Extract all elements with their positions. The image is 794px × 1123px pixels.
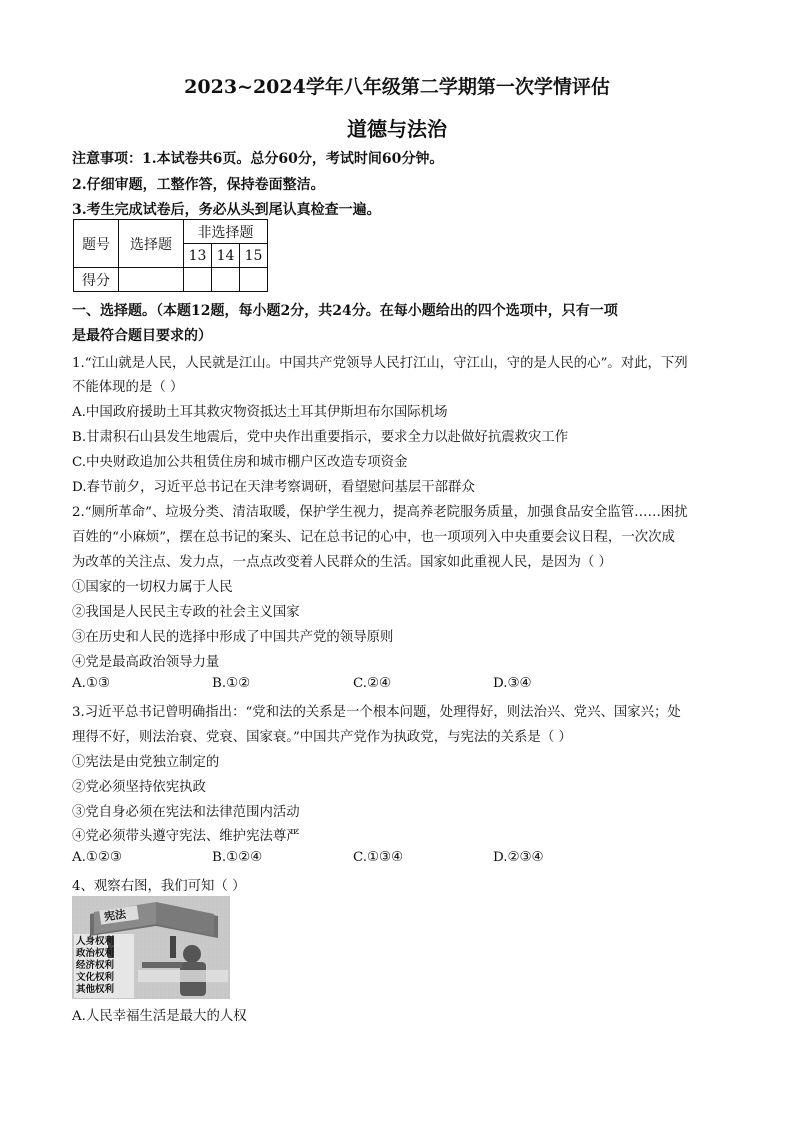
q3-statement-4: ④党必须带头遵守宪法、维护宪法尊严 <box>72 829 300 844</box>
score-table-number: 15 <box>240 244 268 268</box>
q1-option-c: C.中央财政追加公共租赁住房和城市棚户区改造专项资金 <box>72 455 408 470</box>
q2-choice-c: C.②④ <box>353 676 392 691</box>
q4-stem: 4、观察右图，我们可知（ ） <box>72 879 246 894</box>
q3-choice-a: A.①②③ <box>72 850 122 865</box>
q2-statement-3: ③在历史和人民的选择中形成了中国共产党的领导原则 <box>72 630 394 645</box>
q1-option-b: B.甘肃积石山县发生地震后，党中央作出重要指示，要求全力以赴做好抗震救灾工作 <box>72 430 569 445</box>
q4-figure-right: 政治权利 <box>76 948 115 959</box>
q4-figure-right: 经济权利 <box>76 960 115 971</box>
score-table <box>73 219 268 292</box>
q3-stem-line2: 理得不好，则法治衰、党衰、国家衰。”中国共产党作为执政党，与宪法的关系是（ ） <box>72 730 572 745</box>
score-cell-15 <box>240 268 268 292</box>
q3-statement-2: ②党必须坚持依宪执政 <box>72 780 206 795</box>
q3-statement-3: ③党自身必须在宪法和法律范围内活动 <box>72 805 300 820</box>
score-cell-14 <box>212 268 240 292</box>
q2-statement-1: ①国家的一切权力属于人民 <box>72 580 233 595</box>
note-line-3: 3.考生完成试卷后，务必从头到尾认真检查一遍。 <box>72 202 381 218</box>
q3-statement-1: ①宪法是由党独立制定的 <box>72 755 220 770</box>
q4-figure-right: 文化权利 <box>76 972 115 983</box>
q2-stem-line2: 百姓的“小麻烦”，摆在总书记的案头、记在总书记的心中，也一项项列入中央重要会议日程，一次次成 <box>72 530 675 545</box>
q2-statement-2: ②我国是人民民主专政的社会主义国家 <box>72 605 300 620</box>
subject-title: 道德与法治 <box>347 117 447 141</box>
q2-stem-line1: 2.“厕所革命”、垃圾分类、清洁取暖，保护学生视力，提高养老院服务质量，加强食品安全监管……困扰 <box>72 505 688 520</box>
section1-heading-line1: 一、选择题。（本题12题，每小题2分，共24分。在每小题给出的四个选项中，只有一项 <box>72 303 618 319</box>
q3-stem-line1: 3.习近平总书记曾明确指出：“党和法的关系是一个根本问题，处理得好，则法治兴、党兴、国家兴；处 <box>72 705 681 720</box>
q1-option-a: A.中国政府援助土耳其救灾物资抵达土耳其伊斯坦布尔国际机场 <box>72 405 448 420</box>
q4-figure-book-label: 宪法 <box>103 907 127 924</box>
score-table-choice-label: 选择题 <box>119 220 184 268</box>
note-line-1: 注意事项：1.本试卷共6页。总分60分，考试时间60分钟。 <box>72 151 444 167</box>
q2-choice-a: A.①③ <box>72 676 110 691</box>
q4-figure-right: 其他权利 <box>76 984 115 995</box>
q1-stem-line2: 不能体现的是（ ） <box>72 380 184 395</box>
q2-stem-line3: 为改革的关注点、发力点，一点点改变着人民群众的生活。国家如此重视人民，是因为（ ） <box>72 555 612 570</box>
q3-choice-b: B.①②④ <box>212 850 263 865</box>
exam-title: 2023~2024学年八年级第二学期第一次学情评估 <box>184 76 610 98</box>
score-table-number: 14 <box>212 244 240 268</box>
q4-option-a: A.人民幸福生活是最大的人权 <box>72 1009 247 1024</box>
q3-choice-d: D.②③④ <box>493 850 544 865</box>
score-table-number: 13 <box>184 244 212 268</box>
q3-choice-c: C.①③④ <box>353 850 404 865</box>
score-cell-choice <box>119 268 184 292</box>
q1-option-d: D.春节前夕，习近平总书记在天津考察调研，看望慰问基层干部群众 <box>72 480 475 495</box>
q4-figure-rights-list <box>76 936 114 996</box>
q4-figure-right: 人身权利 <box>76 936 115 947</box>
q1-stem-line1: 1.“江山就是人民，人民就是江山。中国共产党领导人民打江山，守江山，守的是人民的心”。对此，下列 <box>72 356 688 371</box>
q4-figure-image <box>72 896 230 999</box>
section1-heading-line2: 是最符合题目要求的） <box>72 328 212 344</box>
q2-choice-d: D.③④ <box>493 676 532 691</box>
score-table-question-label: 题号 <box>74 220 119 268</box>
note-line-2: 2.仔细审题，工整作答，保持卷面整洁。 <box>72 177 325 193</box>
q2-choice-b: B.①② <box>212 676 251 691</box>
score-table-non-choice-label: 非选择题 <box>184 220 268 244</box>
score-cell-13 <box>184 268 212 292</box>
score-table-score-label: 得分 <box>74 268 119 292</box>
q2-statement-4: ④党是最高政治领导力量 <box>72 655 220 670</box>
